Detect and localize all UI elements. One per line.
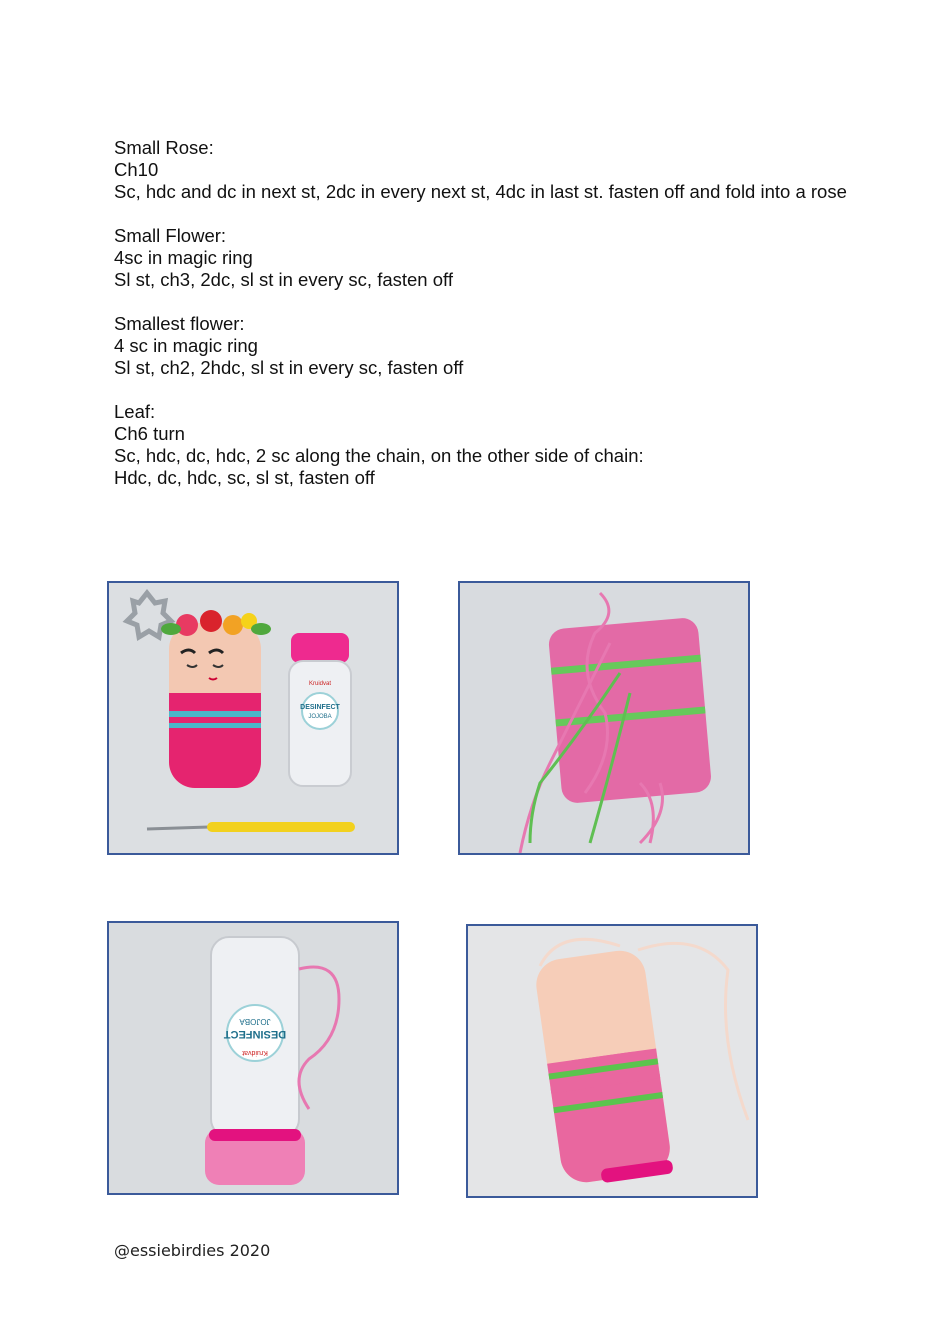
- section-title: Small Rose:: [114, 137, 214, 158]
- section-small-flower: [114, 225, 854, 291]
- base-on-bottle-illustration: [109, 923, 397, 1193]
- bottle-sublabel: JOJOBA: [308, 714, 332, 720]
- pattern-instructions: [114, 137, 854, 511]
- bottle-sublabel: JOJOBA: [239, 1017, 271, 1026]
- cover-progress-illustration: [468, 926, 756, 1196]
- instruction-line: Hdc, dc, hdc, sc, sl st, fasten off: [114, 467, 375, 488]
- crochet-hook-icon: [147, 827, 209, 829]
- section-smallest-flower: [114, 313, 854, 379]
- instruction-line: Ch6 turn: [114, 423, 185, 444]
- rose-icon: [176, 614, 198, 636]
- instruction-line: Sc, hdc, dc, hdc, 2 sc along the chain, on the other side of chain:: [114, 445, 644, 466]
- instruction-line: Sc, hdc and dc in next st, 2dc in every next st, 4dc in last st. fasten off and fold into a rose: [114, 181, 847, 202]
- flower-icon: [200, 610, 222, 632]
- instruction-line: Sl st, ch2, 2hdc, sl st in every sc, fasten off: [114, 357, 464, 378]
- section-title: Small Flower:: [114, 225, 227, 246]
- photo-finished-holder: [107, 581, 399, 855]
- photo-base-on-bottle: [107, 921, 399, 1195]
- instruction-line: 4sc in magic ring: [114, 247, 253, 268]
- instruction-line: Sl st, ch3, 2dc, sl st in every sc, fasten off: [114, 269, 453, 290]
- finished-holder-illustration: [109, 583, 397, 853]
- work-in-progress-illustration: [460, 583, 748, 853]
- bottle-brand: Kruidvat: [308, 681, 332, 687]
- bottle-brand: Kruidvat: [242, 1049, 268, 1056]
- section-leaf: [114, 401, 854, 489]
- bottle-label: DESINFECT: [223, 1028, 287, 1040]
- section-title: Leaf:: [114, 401, 156, 422]
- photo-cover-progress: [466, 924, 758, 1198]
- leaf-icon: [161, 623, 181, 635]
- bottle-label: DESINFECT: [300, 704, 340, 711]
- flower-icon: [223, 615, 243, 635]
- section-small-rose: [114, 137, 854, 203]
- photo-work-in-progress: [458, 581, 750, 855]
- section-title: Smallest flower:: [114, 313, 245, 334]
- copyright-footer: @essiebirdies 2020: [114, 1241, 271, 1260]
- instruction-line: Ch10: [114, 159, 159, 180]
- instruction-line: 4 sc in magic ring: [114, 335, 258, 356]
